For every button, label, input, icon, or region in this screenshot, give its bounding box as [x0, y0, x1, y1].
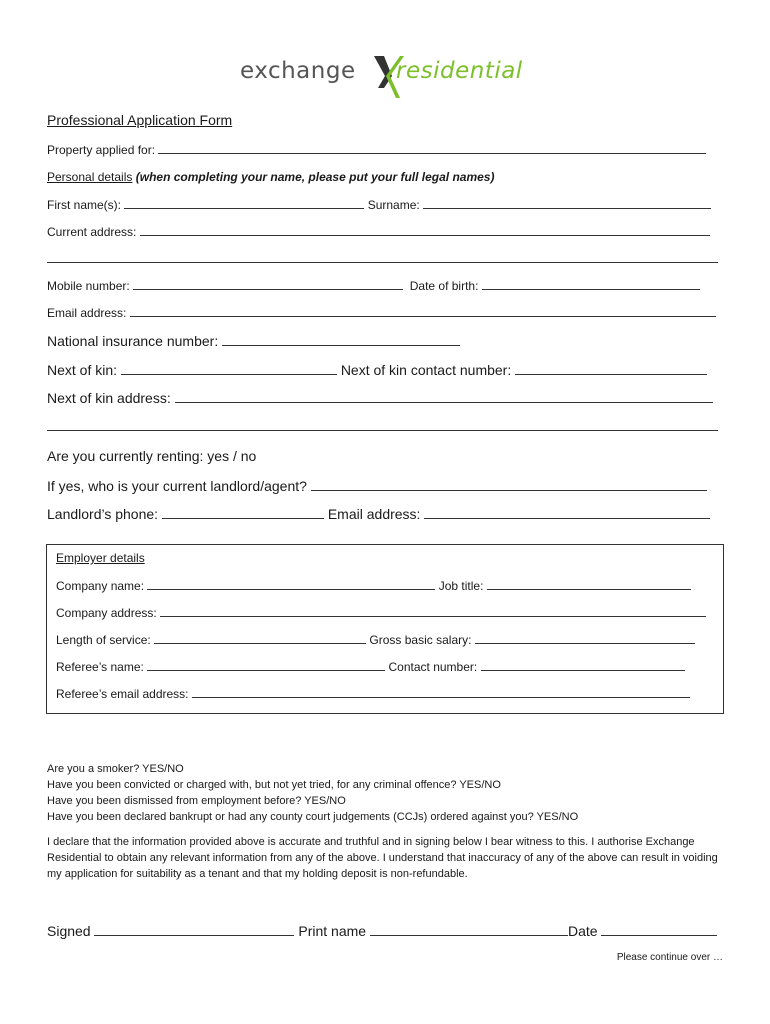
referee-row [56, 659, 685, 674]
signed-field[interactable] [94, 922, 294, 936]
email-label: Email address: [47, 306, 127, 320]
continue-note: Please continue over … [616, 952, 723, 963]
property-row [47, 142, 706, 157]
referee-name-field[interactable] [147, 659, 385, 671]
landlord-phone-field[interactable] [162, 505, 324, 519]
form-title: Professional Application Form [47, 112, 233, 128]
next-of-kin-address-row [47, 389, 713, 406]
current-address-label: Current address: [47, 225, 137, 239]
referee-email-label: Referee’s email address: [56, 687, 189, 701]
ni-field[interactable] [222, 332, 460, 346]
job-title-field[interactable] [487, 578, 691, 590]
print-name-field[interactable] [370, 922, 568, 936]
surname-field[interactable] [423, 197, 711, 209]
landlord-contact-row [47, 505, 710, 522]
mobile-row [47, 278, 700, 293]
name-row [47, 197, 711, 212]
personal-heading: Personal details [47, 170, 133, 184]
length-of-service-field[interactable] [154, 632, 366, 644]
signature-row [47, 922, 717, 939]
next-of-kin-address-label: Next of kin address: [47, 390, 171, 406]
company-logo [240, 52, 540, 102]
company-address-field[interactable] [160, 605, 706, 617]
renting-question: Are you currently renting: yes / no [47, 448, 257, 464]
company-name-label: Company name: [56, 579, 145, 593]
dob-field[interactable] [482, 278, 700, 290]
next-of-kin-contact-field[interactable] [515, 361, 707, 375]
surname-label: Surname: [367, 198, 420, 212]
personal-heading-row [47, 170, 494, 184]
employer-details-box [46, 544, 724, 714]
company-row [56, 578, 691, 593]
question-dismissed: Have you been dismissed from employment before? YES/NO [47, 795, 346, 807]
email-row [47, 305, 716, 320]
property-field[interactable] [158, 142, 706, 154]
print-name-label: Print name [298, 923, 367, 939]
first-names-label: First name(s): [47, 198, 122, 212]
current-address-field-2[interactable] [47, 251, 718, 263]
next-of-kin-address-field[interactable] [175, 389, 713, 403]
contact-number-field[interactable] [481, 659, 685, 671]
question-convicted: Have you been convicted or charged with, but not yet tried, for any criminal offence? YES/NO [47, 779, 501, 791]
address-row [47, 224, 710, 239]
landlord-agent-field[interactable] [311, 477, 707, 491]
mobile-label: Mobile number: [47, 279, 130, 293]
ni-label: National insurance number: [47, 333, 219, 349]
gross-salary-field[interactable] [475, 632, 695, 644]
email-field[interactable] [130, 305, 716, 317]
mobile-field[interactable] [133, 278, 403, 290]
landlord-agent-label: If yes, who is your current landlord/agent? [47, 478, 307, 494]
next-of-kin-address-row-2 [47, 417, 718, 434]
address-row-2 [47, 251, 718, 266]
question-bankrupt: Have you been declared bankrupt or had any county court judgements (CCJs) ordered against you? YES/NO [47, 811, 579, 823]
landlord-row [47, 477, 707, 494]
referee-email-row [56, 686, 690, 701]
declaration-text: I declare that the information provided above is accurate and truthful and in signing below I bear witness to this. I authorise Exchange Residential to obtain any relevant information from any of the above. I understand that inaccuracy of any of the above can result in voiding my application for suitability as a tenant and that my holding deposit is non-refundable. [47, 836, 718, 880]
next-of-kin-field[interactable] [121, 361, 337, 375]
logo-word-exchange: exchange [240, 58, 356, 84]
current-address-field[interactable] [140, 224, 710, 236]
question-smoker: Are you a smoker? YES/NO [47, 763, 184, 775]
contact-number-label: Contact number: [388, 660, 478, 674]
next-of-kin-row [47, 361, 707, 378]
gross-salary-label: Gross basic salary: [369, 633, 472, 647]
referee-name-label: Referee’s name: [56, 660, 144, 674]
questions-list [47, 761, 737, 825]
date-field[interactable] [601, 922, 717, 936]
employer-heading: Employer details [56, 551, 145, 565]
logo-word-residential: residential [396, 58, 523, 84]
next-of-kin-label: Next of kin: [47, 362, 118, 378]
next-of-kin-address-field-2[interactable] [47, 417, 718, 431]
company-address-label: Company address: [56, 606, 157, 620]
date-label: Date [567, 923, 598, 939]
first-names-field[interactable] [124, 197, 364, 209]
landlord-email-field[interactable] [424, 505, 710, 519]
landlord-phone-label: Landlord’s phone: [47, 506, 159, 522]
dob-label: Date of birth: [409, 279, 479, 293]
personal-note: (when completing your name, please put your full legal names) [135, 170, 495, 184]
referee-email-field[interactable] [192, 686, 690, 698]
length-of-service-label: Length of service: [56, 633, 151, 647]
service-row [56, 632, 695, 647]
signed-label: Signed [47, 923, 91, 939]
company-name-field[interactable] [147, 578, 435, 590]
ni-row [47, 332, 460, 349]
property-label: Property applied for: [47, 143, 156, 157]
landlord-email-label: Email address: [327, 506, 421, 522]
next-of-kin-contact-label: Next of kin contact number: [340, 362, 512, 378]
job-title-label: Job title: [438, 579, 484, 593]
company-address-row [56, 605, 706, 620]
